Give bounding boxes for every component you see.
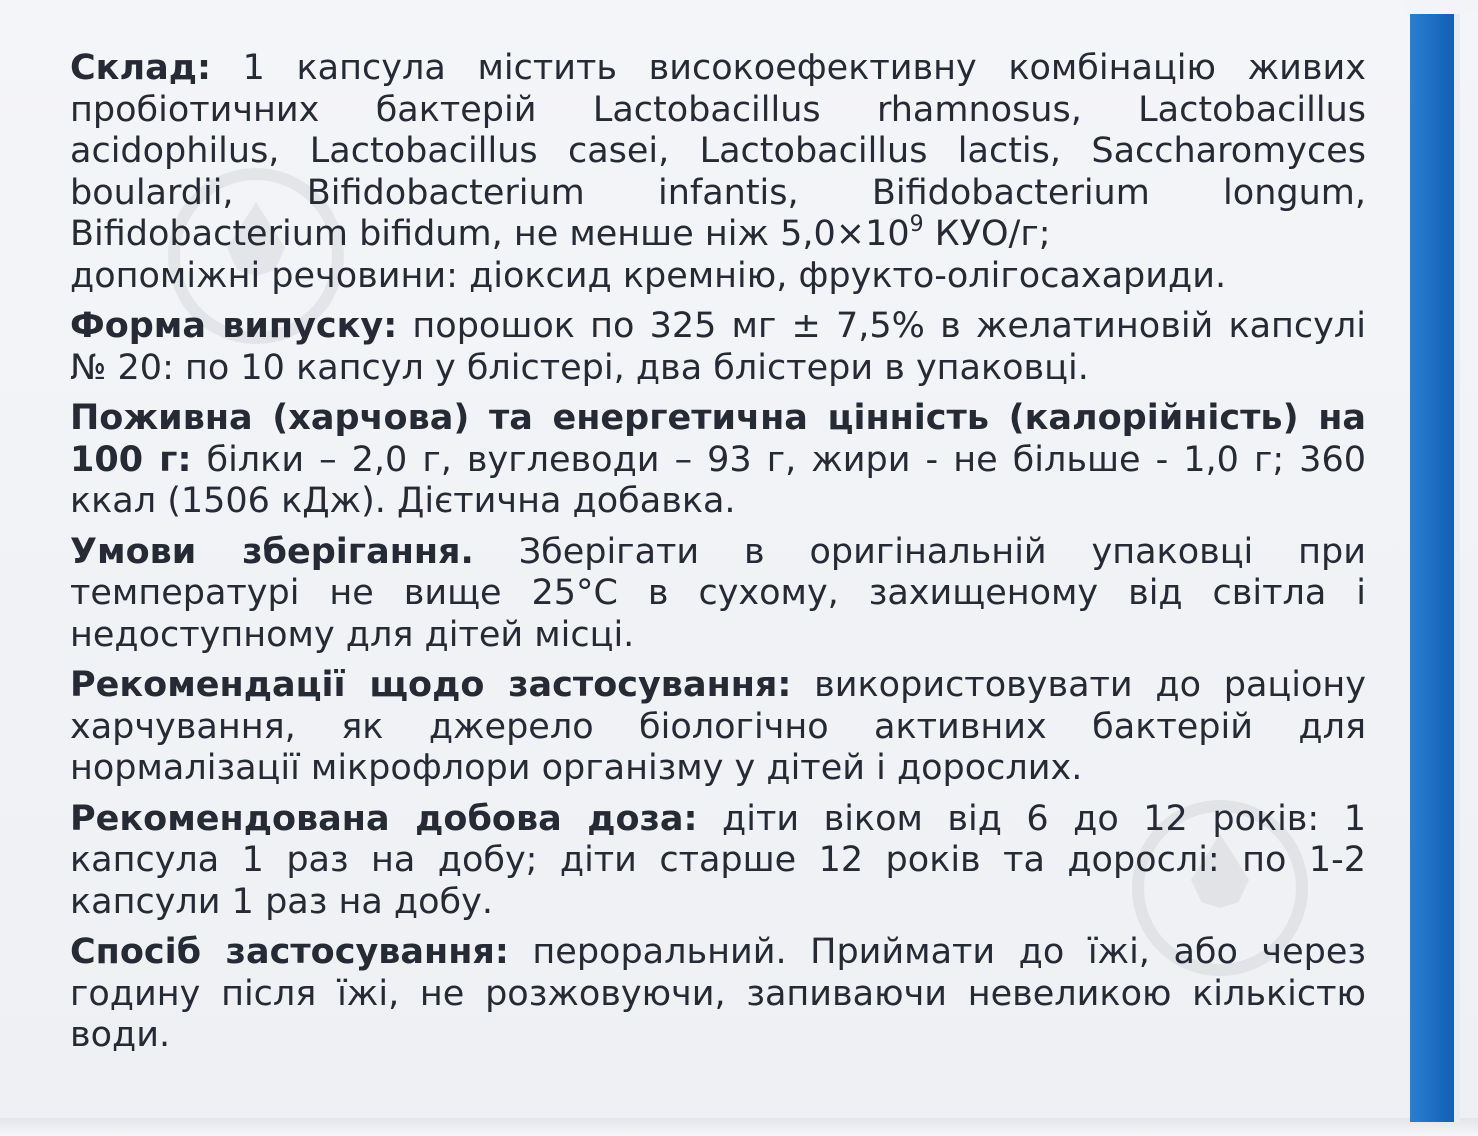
section-heading: Форма випуску: [70, 306, 398, 346]
section-recommendations [70, 665, 1366, 790]
section-text: білки – 2,0 г, вуглеводи – 93 г, жири - не більше - 1,0 г; 360 ккал (1506 кДж). Дієтична добавка. [70, 439, 1366, 521]
package-bottom-edge [0, 1118, 1478, 1136]
section-composition [70, 48, 1366, 297]
section-daily-dose [70, 799, 1366, 924]
section-text: Зберігати в оригінальній упаковці при температурі не вище 25°С в сухому, захищеному від світла і недоступному для дітей місці. [70, 531, 1366, 655]
composition-text-block [70, 48, 1366, 1066]
section-storage [70, 532, 1366, 657]
section-heading: Рекомендації щодо застосування: [70, 665, 792, 705]
section-text: порошок по 325 мг ± 7,5% в желатиновій капсулі № 20: по 10 капсул у блістері, два блістери в упаковці. [70, 306, 1366, 388]
section-text: КУО/г; [923, 214, 1051, 254]
section-usage-method [70, 932, 1366, 1057]
section-heading: Спосіб застосування: [70, 932, 509, 972]
section-text: діти віком від 6 до 12 років: 1 капсула 1 раз на добу; діти старше 12 років та дорослі: по 1-2 капсули 1 раз на добу. [70, 798, 1366, 922]
excipients-text: допоміжні речовини: діоксид кремнію, фрукто-олігосахариди. [70, 255, 1227, 296]
section-heading: Склад: [70, 48, 211, 88]
section-heading: Рекомендована добова доза: [70, 798, 698, 839]
section-text: пероральний. Приймати до їжі, або через годину після їжі, не розжовуючи, запиваючи невеликою кількістю води. [70, 932, 1366, 1055]
package-top-corner [1404, 0, 1478, 14]
section-heading: Поживна (харчова) та енергетична цінність (калорійність) на 100 г: [70, 398, 1366, 480]
section-release-form [70, 306, 1366, 389]
section-nutrition [70, 398, 1366, 523]
section-text: 1 капсула містить високоефективну комбінацію живих пробіотичних бактерій Lactobacillus rhamnosus, Lactobacillus acidophilus, Lactobacillus casei, Lactobacillus lactis, Saccharomyces boulardii, Bifidobacterium infantis, Bifidobacterium longum, Bifidobacterium bifidum, не менше ніж 5,0×10 [70, 48, 1366, 254]
section-text: використовувати до раціону харчування, як джерело біологічно активних бактерій для нормалізації мікрофлори організму у дітей і дорослих. [70, 665, 1366, 788]
exponent: 9 [909, 212, 924, 237]
blue-side-stripe [1410, 14, 1460, 1122]
section-heading: Умови зберігання. [70, 531, 474, 572]
